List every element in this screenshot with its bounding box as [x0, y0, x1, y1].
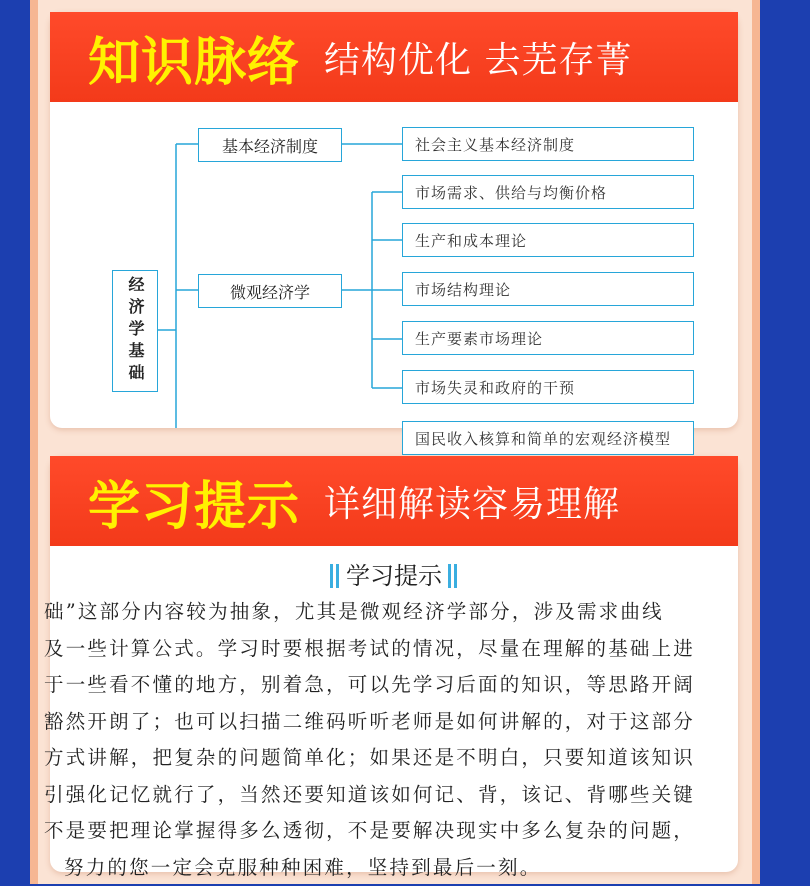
knowledge-map-subtitle: 结构优化 去芜存菁: [324, 32, 632, 83]
leaf-market-failure: 市场失灵和政府的干预: [402, 370, 694, 404]
knowledge-map-card: [50, 12, 738, 428]
mind-map: [50, 102, 738, 428]
knowledge-map-title: 知识脉络: [88, 20, 300, 95]
study-tips-heading: [50, 556, 738, 591]
study-tips-heading-text: 学习提示: [346, 562, 442, 590]
tip-line: 于一些看不懂的地方，别着急，可以先学习后面的知识，等思路开阔: [44, 667, 810, 704]
study-tips-body: [50, 546, 738, 872]
tip-line: 及一些计算公式。学习时要根据考试的情况，尽量在理解的基础上进: [44, 631, 810, 668]
study-tips-banner: [50, 456, 738, 546]
branch-basic-economic-system: 基本经济制度: [198, 128, 342, 162]
bars-icon-right: [448, 564, 458, 588]
tip-line: 不是要把理论掌握得多么透彻，不是要解决现实中多么复杂的问题，: [44, 813, 810, 850]
leaf-market-structure: 市场结构理论: [402, 272, 694, 306]
branch-microeconomics: 微观经济学: [198, 274, 342, 308]
tip-line: 方式讲解，把复杂的问题简单化；如果还是不明白，只要知道该知识: [44, 740, 810, 777]
study-tips-title: 学习提示: [88, 464, 300, 539]
knowledge-map-banner: [50, 12, 738, 102]
study-tips-card: [50, 456, 738, 872]
tip-line: 础”这部分内容较为抽象，尤其是微观经济学部分，涉及需求曲线: [44, 594, 810, 631]
leaf-factor-market: 生产要素市场理论: [402, 321, 694, 355]
tip-line: 豁然开朗了；也可以扫描二维码听听老师是如何讲解的，对于这部分: [44, 704, 810, 741]
leaf-supply-demand: 市场需求、供给与均衡价格: [402, 175, 694, 209]
leaf-socialist-system: 社会主义基本经济制度: [402, 127, 694, 161]
tip-line: 努力的您一定会克服种种困难，坚持到最后一刻。: [64, 850, 810, 886]
mind-map-root: [112, 270, 158, 392]
tip-line: 引强化记忆就行了，当然还要知道该如何记、背，该记、背哪些关键: [44, 777, 810, 814]
leaf-macro-partial: 国民收入核算和简单的宏观经济模型: [402, 421, 694, 455]
bars-icon-left: [330, 564, 340, 588]
mind-map-root-label: 经济学基础: [124, 276, 146, 386]
leaf-production-cost: 生产和成本理论: [402, 223, 694, 257]
study-tips-text: [50, 594, 810, 886]
study-tips-subtitle: 详细解读容易理解: [324, 476, 620, 527]
